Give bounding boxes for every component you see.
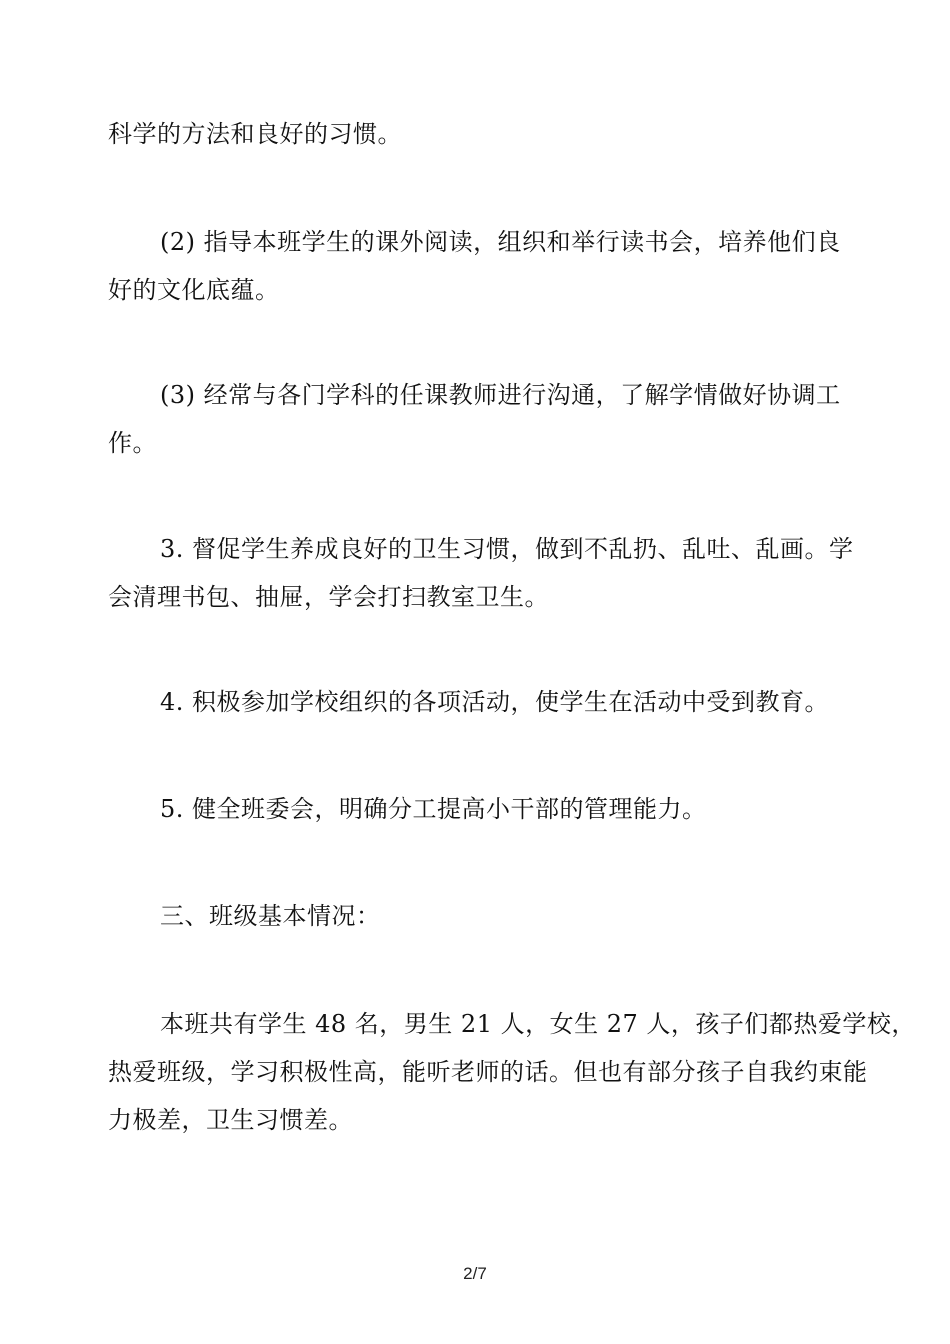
paragraph-item-3 [108,371,843,467]
text-line: 5. 健全班委会，明确分工提高小干部的管理能力。 [160,795,707,823]
text-line: (3) 经常与各门学科的任课教师进行沟通，了解学情做好协调工 [160,381,841,409]
text-line: 科学的方法和良好的习惯。 [108,120,402,148]
text-line: 本班共有学生 48 名，男生 21 人，女生 27 人，孩子们都热爱学校， [160,1010,916,1038]
text-line: 3. 督促学生养成良好的卫生习惯，做到不乱扔、乱吐、乱画。学 [160,535,854,563]
text-line: (2) 指导本班学生的课外阅读，组织和举行读书会，培养他们良 [160,228,841,256]
text-line: 会清理书包、抽屉，学会打扫教室卫生。 [108,583,549,611]
text-line: 三、班级基本情况： [160,902,381,930]
text-line: 力极差，卫生习惯差。 [108,1106,353,1134]
paragraph-method-habit [108,110,843,158]
text-line: 作。 [108,429,157,457]
paragraph-item-2 [108,218,843,314]
paragraph-item-5 [108,785,843,833]
paragraph-item-4 [108,678,843,726]
paragraph-class-info [108,1000,916,1144]
text-line: 4. 积极参加学校组织的各项活动，使学生在活动中受到教育。 [160,688,830,716]
text-line: 好的文化底蕴。 [108,276,280,304]
paragraph-hygiene [108,525,854,621]
page-number: 2/7 [463,1264,487,1283]
section-heading-class-info [108,892,843,940]
text-line: 热爱班级，学习积极性高，能听老师的话。但也有部分孩子自我约束能 [108,1058,868,1086]
